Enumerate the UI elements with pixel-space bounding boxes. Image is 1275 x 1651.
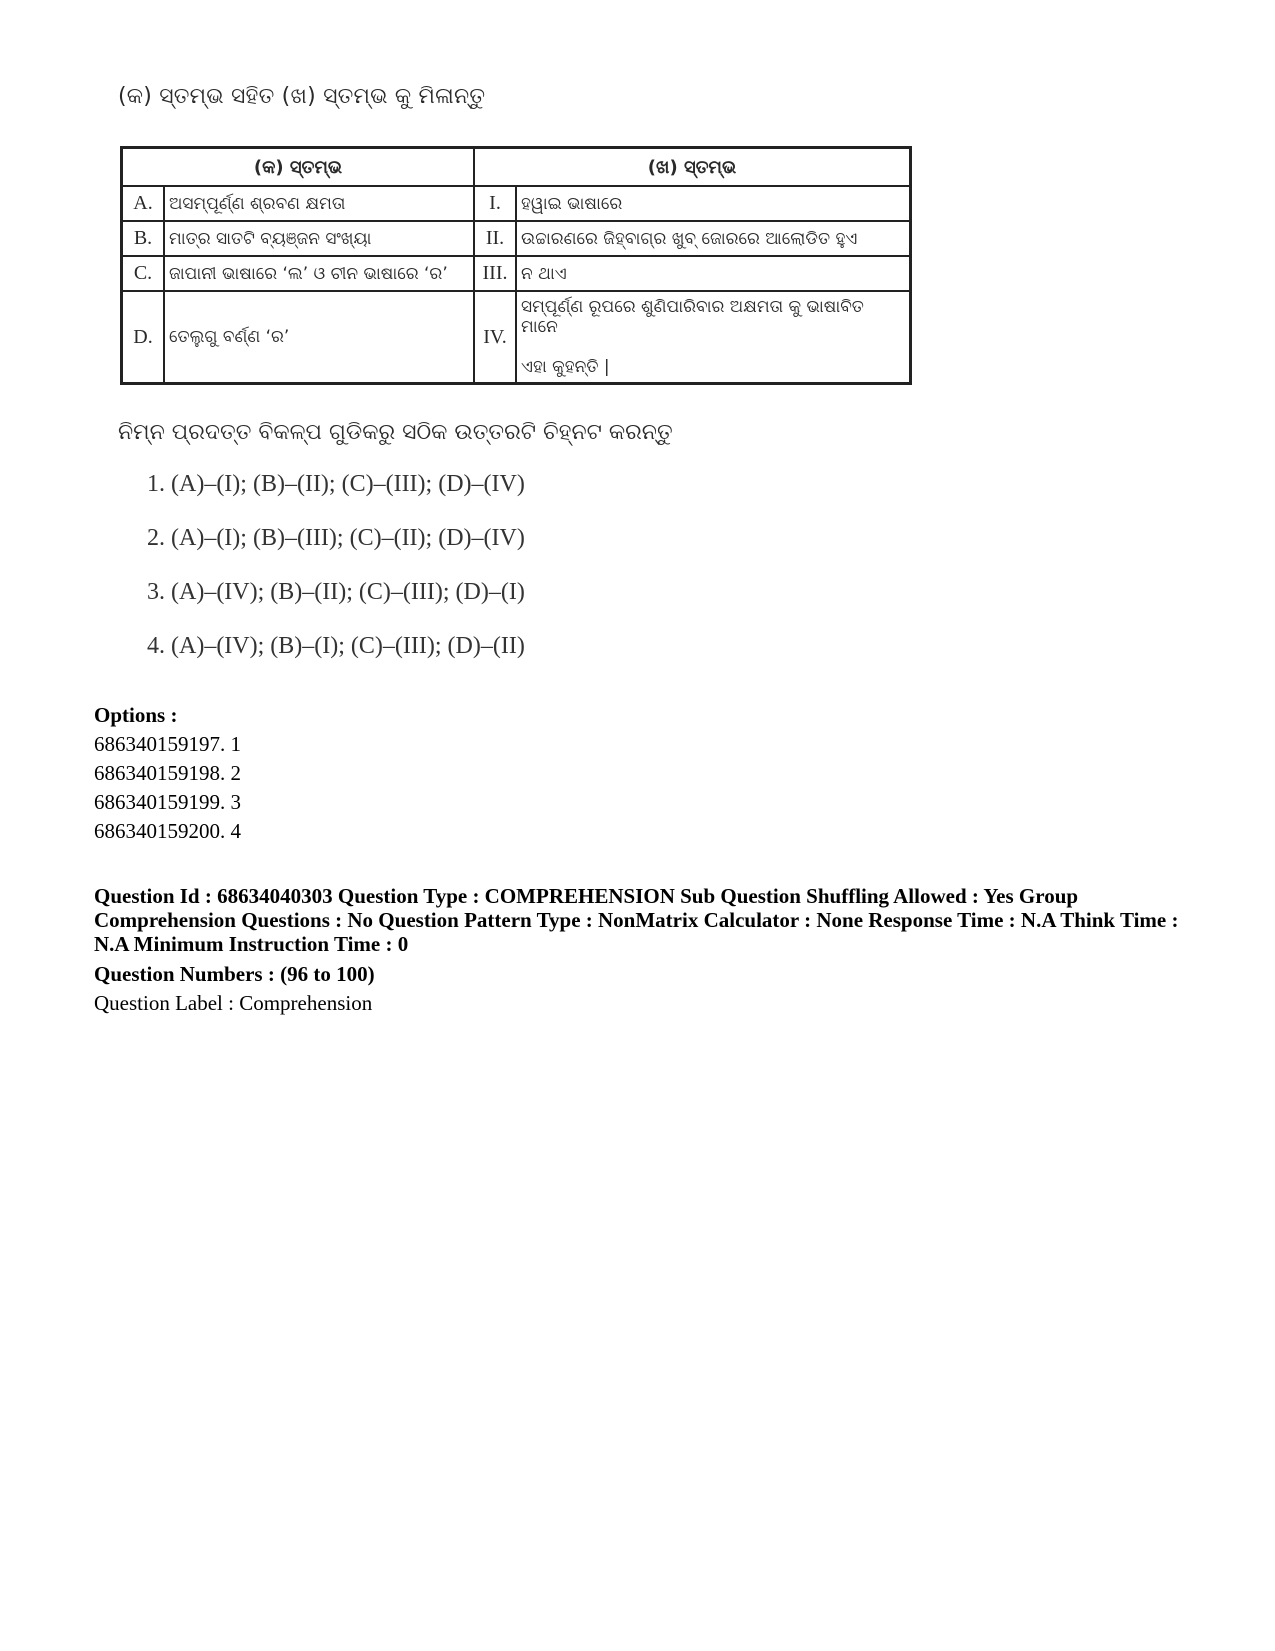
row-iii-label: III. [474, 256, 516, 291]
option-item-3: 686340159199. 3 [94, 790, 241, 814]
question-meta: Question Id : 68634040303 Question Type : COMPREHENSION Sub Question Shuffling Allowed : Yes Group Comprehension Questions : No Question Pattern Type : NonMatrix Calculator : None Response Time : N.A Think Time : N.A Minimum Instruction Time : 0 [94, 884, 1179, 956]
table-header-row [122, 148, 911, 187]
row-d-label: D. [122, 291, 165, 384]
column-b-header: (ଖ) ସ୍ତମ୍ଭ [474, 148, 911, 187]
match-instruction: (କ) ସ୍ତମ୍ଭ ସହିତ (ଖ) ସ୍ତମ୍ଭ କୁ ମିଳାନ୍ତୁ [118, 84, 486, 109]
row-d-text: ତେଲୁଗୁ ବର୍ଣ୍ଣ ‘ର’ [164, 291, 474, 384]
row-iv-cell [516, 291, 911, 384]
row-a-label: A. [122, 186, 165, 221]
table-row [122, 256, 911, 291]
match-table [120, 146, 912, 385]
question-numbers: Question Numbers : (96 to 100) [94, 962, 375, 986]
row-ii-text: ଉଚ୍ଚାରଣରେ ଜିହ୍ବାଗ୍ର ଖୁବ୍ ଜୋରରେ ଆଲୋଡିତ ହୁଏ [516, 221, 911, 256]
row-b-text: ମାତ୍ର ସାତଟି ବ୍ୟଞ୍ଜନ ସଂଖ୍ୟା [164, 221, 474, 256]
choice-1: 1. (A)–(I); (B)–(II); (C)–(III); (D)–(IV) [147, 471, 525, 497]
row-c-label: C. [122, 256, 165, 291]
row-iv-text-line2: ଏହା କୁହନ୍ତି | [521, 357, 610, 377]
choice-4: 4. (A)–(IV); (B)–(I); (C)–(III); (D)–(II) [147, 633, 525, 659]
table-row [122, 186, 911, 221]
row-ii-label: II. [474, 221, 516, 256]
row-a-text: ଅସମ୍ପୂର୍ଣ୍ଣ ଶ୍ରବଣ କ୍ଷମତା [164, 186, 474, 221]
option-item-1: 686340159197. 1 [94, 732, 241, 756]
choose-instruction: ନିମ୍ନ ପ୍ରଦତ୍ତ ବିକଳ୍ପ ଗୁଡିକରୁ ସଠିକ ଉତ୍ତରଟି ଚିହ୍ନଟ କରନ୍ତୁ [118, 420, 673, 445]
row-iii-text: ନ ଥାଏ [516, 256, 911, 291]
row-i-label: I. [474, 186, 516, 221]
table-row [122, 291, 911, 384]
choice-3: 3. (A)–(IV); (B)–(II); (C)–(III); (D)–(I) [147, 579, 525, 605]
option-item-4: 686340159200. 4 [94, 819, 241, 843]
column-a-header: (କ) ସ୍ତମ୍ଭ [122, 148, 475, 187]
row-iv-label: IV. [474, 291, 516, 384]
row-b-label: B. [122, 221, 165, 256]
choice-2: 2. (A)–(I); (B)–(III); (C)–(II); (D)–(IV) [147, 525, 525, 551]
row-i-text: ହୱାଇ ଭାଷାରେ [516, 186, 911, 221]
options-heading: Options : [94, 703, 178, 727]
row-c-text: ଜାପାନୀ ଭାଷାରେ ‘ଲ’ ଓ ଚୀନ ଭାଷାରେ ‘ର’ [164, 256, 474, 291]
question-label: Question Label : Comprehension [94, 991, 373, 1015]
table-row [122, 221, 911, 256]
row-iv-text-line1: ସମ୍ପୂର୍ଣ୍ଣ ରୂପରେ ଶୁଣିପାରିବାର ଅକ୍ଷମତା କୁ ଭାଷାବିତ ମାନେ [521, 297, 864, 337]
question-image [0, 0, 1275, 680]
option-item-2: 686340159198. 2 [94, 761, 241, 785]
